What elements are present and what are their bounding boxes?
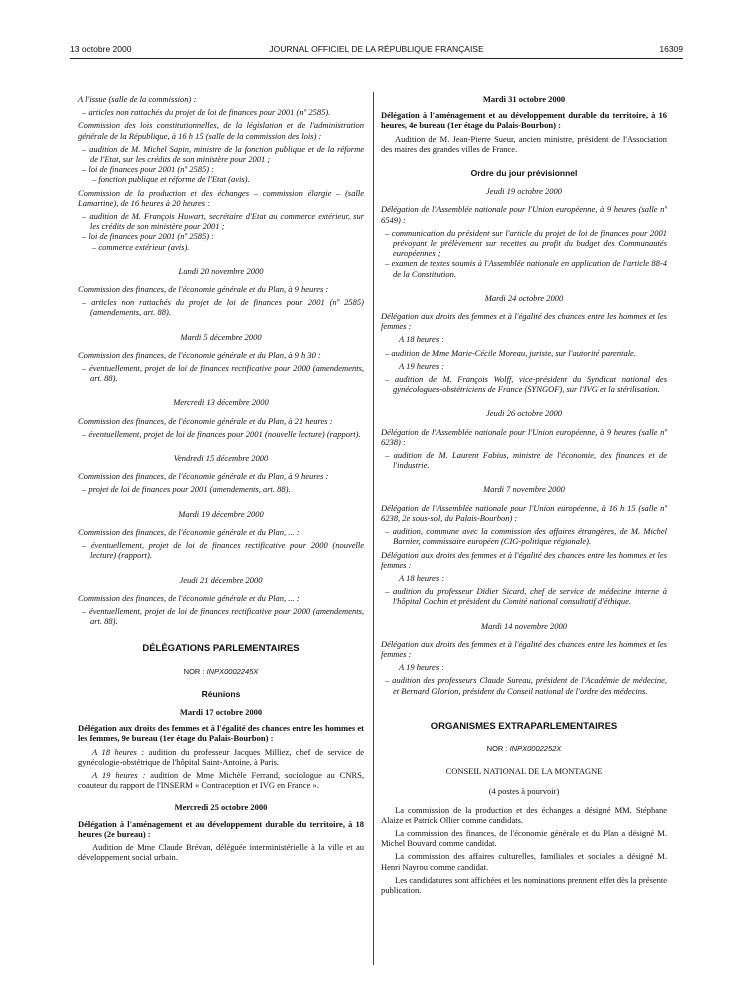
nor-code: INPX0002252X — [509, 743, 562, 753]
list-item: – commerce extérieur (avis). — [78, 242, 364, 252]
list-item: – articles non rattachés du projet de loi de finances pour 2001 (nº 2585). — [78, 107, 364, 117]
agenda-text: Délégation de l'Assemblée nationale pour l'Union européenne, à 9 heures (salle nº 6549) : — [381, 204, 667, 225]
list-item: – communication du président sur l'article du projet de loi de finances pour 2001 prévoyant le prélèvement sur recettes au profit du budget des Communautés européennes ; — [381, 228, 667, 259]
agenda-text: Délégation de l'Assemblée nationale pour l'Union européenne, à 9 heures (salle nº 6238) : — [381, 426, 667, 447]
intro: A l'issue (salle de la commission) : — [78, 94, 197, 104]
agenda-text: Délégation aux droits des femmes et à l'égalité des chances entre les hommes et les femmes : — [381, 638, 667, 659]
journal-title: JOURNAL OFFICIEL DE LA RÉPUBLIQUE FRANÇAISE — [269, 44, 484, 54]
list-item: – audition de M. François Wolff, vice-président du Syndicat national des gynécologues-obstétriciens de France (SYNGOF), sur l'IVG et la stérilisation. — [381, 374, 667, 394]
date-heading: Mercredi 13 décembre 2000 — [173, 397, 269, 408]
meeting-text: Audition de Mme Claude Brévan, déléguée interministérielle à la ville et au développement social urbain. — [78, 841, 364, 863]
agenda-text: Délégation de l'Assemblée nationale pour l'Union européenne, à 16 h 15 (salle nº 6238, 2e sous-sol, du Palais-Bourbon) : — [381, 502, 667, 523]
date-heading: Mardi 19 décembre 2000 — [178, 508, 264, 519]
time-label: A 18 heures : — [399, 572, 445, 583]
prod-list — [78, 211, 364, 252]
body-paragraph: La commission des affaires culturelles, familiales et sociales a désigné M. Henri Nayrou comme candidat. — [381, 851, 667, 872]
list-item: – audition, commune avec la commission des affaires étrangères, de M. Michel Barnier, commissaire européen (CIG-politique régionale). — [381, 526, 667, 546]
meeting-text — [78, 770, 364, 790]
lois-list — [78, 144, 364, 185]
list-item: – loi de finances pour 2001 (nº 2585) : — [78, 231, 364, 241]
list-item: – audition de M. François Huwart, secrétaire d'Etat au commerce extérieur, sur les crédits de son ministère pour 2001 ; — [78, 211, 364, 231]
page-header — [70, 44, 683, 58]
nor-code: INPX0002245X — [206, 666, 259, 676]
subsection-title: Réunions — [201, 688, 241, 699]
time-label: A 19 heures : — [92, 769, 146, 780]
date-heading: Vendredi 15 décembre 2000 — [173, 453, 269, 464]
body-paragraph: La commission de la production et des échanges a désigné MM. Stéphane Alaize et Patrick Ollier comme candidats. — [381, 804, 667, 825]
agenda-text: Commission des finances, de l'économie générale et du Plan, à 9 h 30 : — [78, 349, 321, 360]
body-paragraph: La commission des finances, de l'économie générale et du Plan a désigné M. Michel Bouvard comme candidat. — [381, 827, 667, 849]
column-divider — [373, 92, 374, 965]
meeting-detail: audition du professeur Jacques Milliez, chef de service de gynécologie-obstétrique de l'hôpital Saint-Antoine, à Paris. — [78, 746, 365, 767]
left-column — [78, 94, 364, 865]
nor-reference — [78, 667, 364, 677]
meeting-heading: Délégation à l'aménagement et au développement durable du territoire, à 18 heures (2e bureau) : — [78, 818, 364, 839]
body-paragraph: Les candidatures sont affichées et les nominations prennent effet dès la présente publication. — [381, 874, 667, 895]
date-heading: Jeudi 21 décembre 2000 — [179, 574, 263, 585]
date-heading: Jeudi 19 octobre 2000 — [486, 186, 562, 197]
list-item: – examen de textes soumis à l'Assemblée nationale en application de l'article 88-4 de la Constitution. — [381, 258, 667, 278]
date-heading: Mardi 14 novembre 2000 — [480, 620, 567, 631]
list-item: – audition de M. Laurent Fabius, ministre de l'économie, des finances et de l'industrie. — [381, 450, 667, 470]
agenda-text: Commission des finances, de l'économie générale et du Plan, ... : — [78, 526, 300, 537]
commission-production: Commission de la production et des échanges – commission élargie – (salle Lamartine), de 16 heures à 20 heures : — [78, 187, 364, 208]
agenda-text: Commission des finances, de l'économie générale et du Plan, ... : — [78, 592, 300, 603]
date-heading: Lundi 20 novembre 2000 — [178, 265, 264, 276]
council-title: CONSEIL NATIONAL DE LA MONTAGNE — [445, 766, 603, 777]
agenda-text: Commission des finances, de l'économie générale et du Plan, à 21 heures : — [78, 415, 333, 426]
meeting-text — [78, 747, 364, 767]
agenda-text: Délégation aux droits des femmes et à l'égalité des chances entre les hommes et les femmes : — [381, 549, 667, 570]
list-item: – éventuellement, projet de loi de finances rectificative pour 2000 (amendements, art. 88). — [78, 363, 364, 383]
agenda-text: Commission des finances, de l'économie générale et du Plan, à 9 heures : — [78, 471, 329, 482]
nor-label: NOR : — [183, 666, 207, 676]
agenda-text: Délégation aux droits des femmes et à l'égalité des chances entre les hommes et les femmes : — [381, 311, 667, 332]
header-date: 13 octobre 2000 — [70, 44, 132, 54]
list-item: – loi de finances pour 2001 (nº 2585) : — [78, 164, 364, 174]
commission-lois: Commission des lois constitutionnelles, de la législation et de l'administration générale de la République, à 16 h 15 (salle de la commission des lois) : — [78, 120, 364, 141]
date-heading: Mercredi 25 octobre 2000 — [174, 802, 268, 813]
meeting-detail: audition de Mme Michèle Ferrand, sociologue au CNRS, coauteur du rapport de l'INSERM « Contraception et IVG en France ». — [78, 769, 364, 791]
agenda-text: Commission des finances, de l'économie générale et du Plan, à 9 heures : — [78, 284, 329, 295]
list-item: – audition des professeurs Claude Sureau, président de l'Académie de médecine, et Bernard Glorion, président du Conseil national de l'ordre des médecins. — [381, 675, 667, 695]
intro-list — [78, 107, 364, 117]
nor-reference — [381, 744, 667, 754]
subsection-title: Ordre du jour prévisionnel — [470, 168, 578, 179]
nor-label: NOR : — [486, 743, 510, 753]
list-item: – fonction publique et réforme de l'Etat (avis). — [78, 174, 364, 184]
list-item: – articles non rattachés du projet de loi de finances pour 2001 (nº 2585) (amendements, art. 88). — [78, 297, 364, 317]
page-number: 16309 — [659, 44, 683, 54]
header-rule — [70, 58, 683, 59]
section-title: ORGANISMES EXTRAPARLEMENTAIRES — [430, 720, 618, 732]
list-item: – audition de Mme Marie-Cécile Moreau, juriste, sur l'autorité parentale. — [381, 348, 667, 358]
date-heading: Mardi 31 octobre 2000 — [482, 94, 566, 104]
list-item: – éventuellement, projet de loi de finances pour 2001 (nouvelle lecture) (rapport). — [78, 429, 364, 439]
time-label: A 19 heures : — [399, 662, 445, 673]
date-heading: Mardi 24 octobre 2000 — [484, 292, 564, 303]
posts-note: (4 postes à pourvoir) — [488, 786, 560, 797]
list-item: – audition du professeur Didier Sicard, chef de service de médecine interne à l'hôpital Cochin et président du Comité national consultatif d'éthique. — [381, 586, 667, 606]
right-column — [381, 94, 667, 898]
date-heading: Mardi 5 décembre 2000 — [180, 331, 262, 342]
section-title: DÉLÉGATIONS PARLEMENTAIRES — [142, 643, 300, 655]
time-label: A 18 heures : — [399, 334, 445, 345]
list-item: – projet de loi de finances pour 2001 (amendements, art. 88). — [78, 484, 364, 494]
date-heading: Mardi 7 novembre 2000 — [483, 484, 565, 495]
list-item: – éventuellement, projet de loi de finances rectificative pour 2000 (amendements, art. 88). — [78, 606, 364, 626]
date-heading: Mardi 17 octobre 2000 — [179, 706, 263, 717]
date-heading: Jeudi 26 octobre 2000 — [486, 408, 562, 419]
meeting-text: Audition de M. Jean-Pierre Sueur, ancien ministre, président de l'Association des maires des grandes villes de France. — [381, 133, 667, 154]
meeting-heading: Délégation à l'aménagement et au développement durable du territoire, à 16 heures, 4e bureau (1er étage du Palais-Bourbon) : — [381, 110, 667, 131]
meeting-heading: Délégation aux droits des femmes et à l'égalité des chances entre les hommes et les femmes, 9e bureau (1er étage du Palais-Bourbon) : — [78, 723, 364, 744]
time-label: A 18 heures : — [92, 746, 145, 757]
list-item: – audition de M. Michel Sapin, ministre de la fonction publique et de la réforme de l'Etat, sur les crédits de son ministère pour 2001 ; — [78, 144, 364, 164]
list-item: – éventuellement, projet de loi de finances rectificative pour 2000 (nouvelle lecture) (rapport). — [78, 540, 364, 560]
time-label: A 19 heures : — [399, 360, 445, 371]
